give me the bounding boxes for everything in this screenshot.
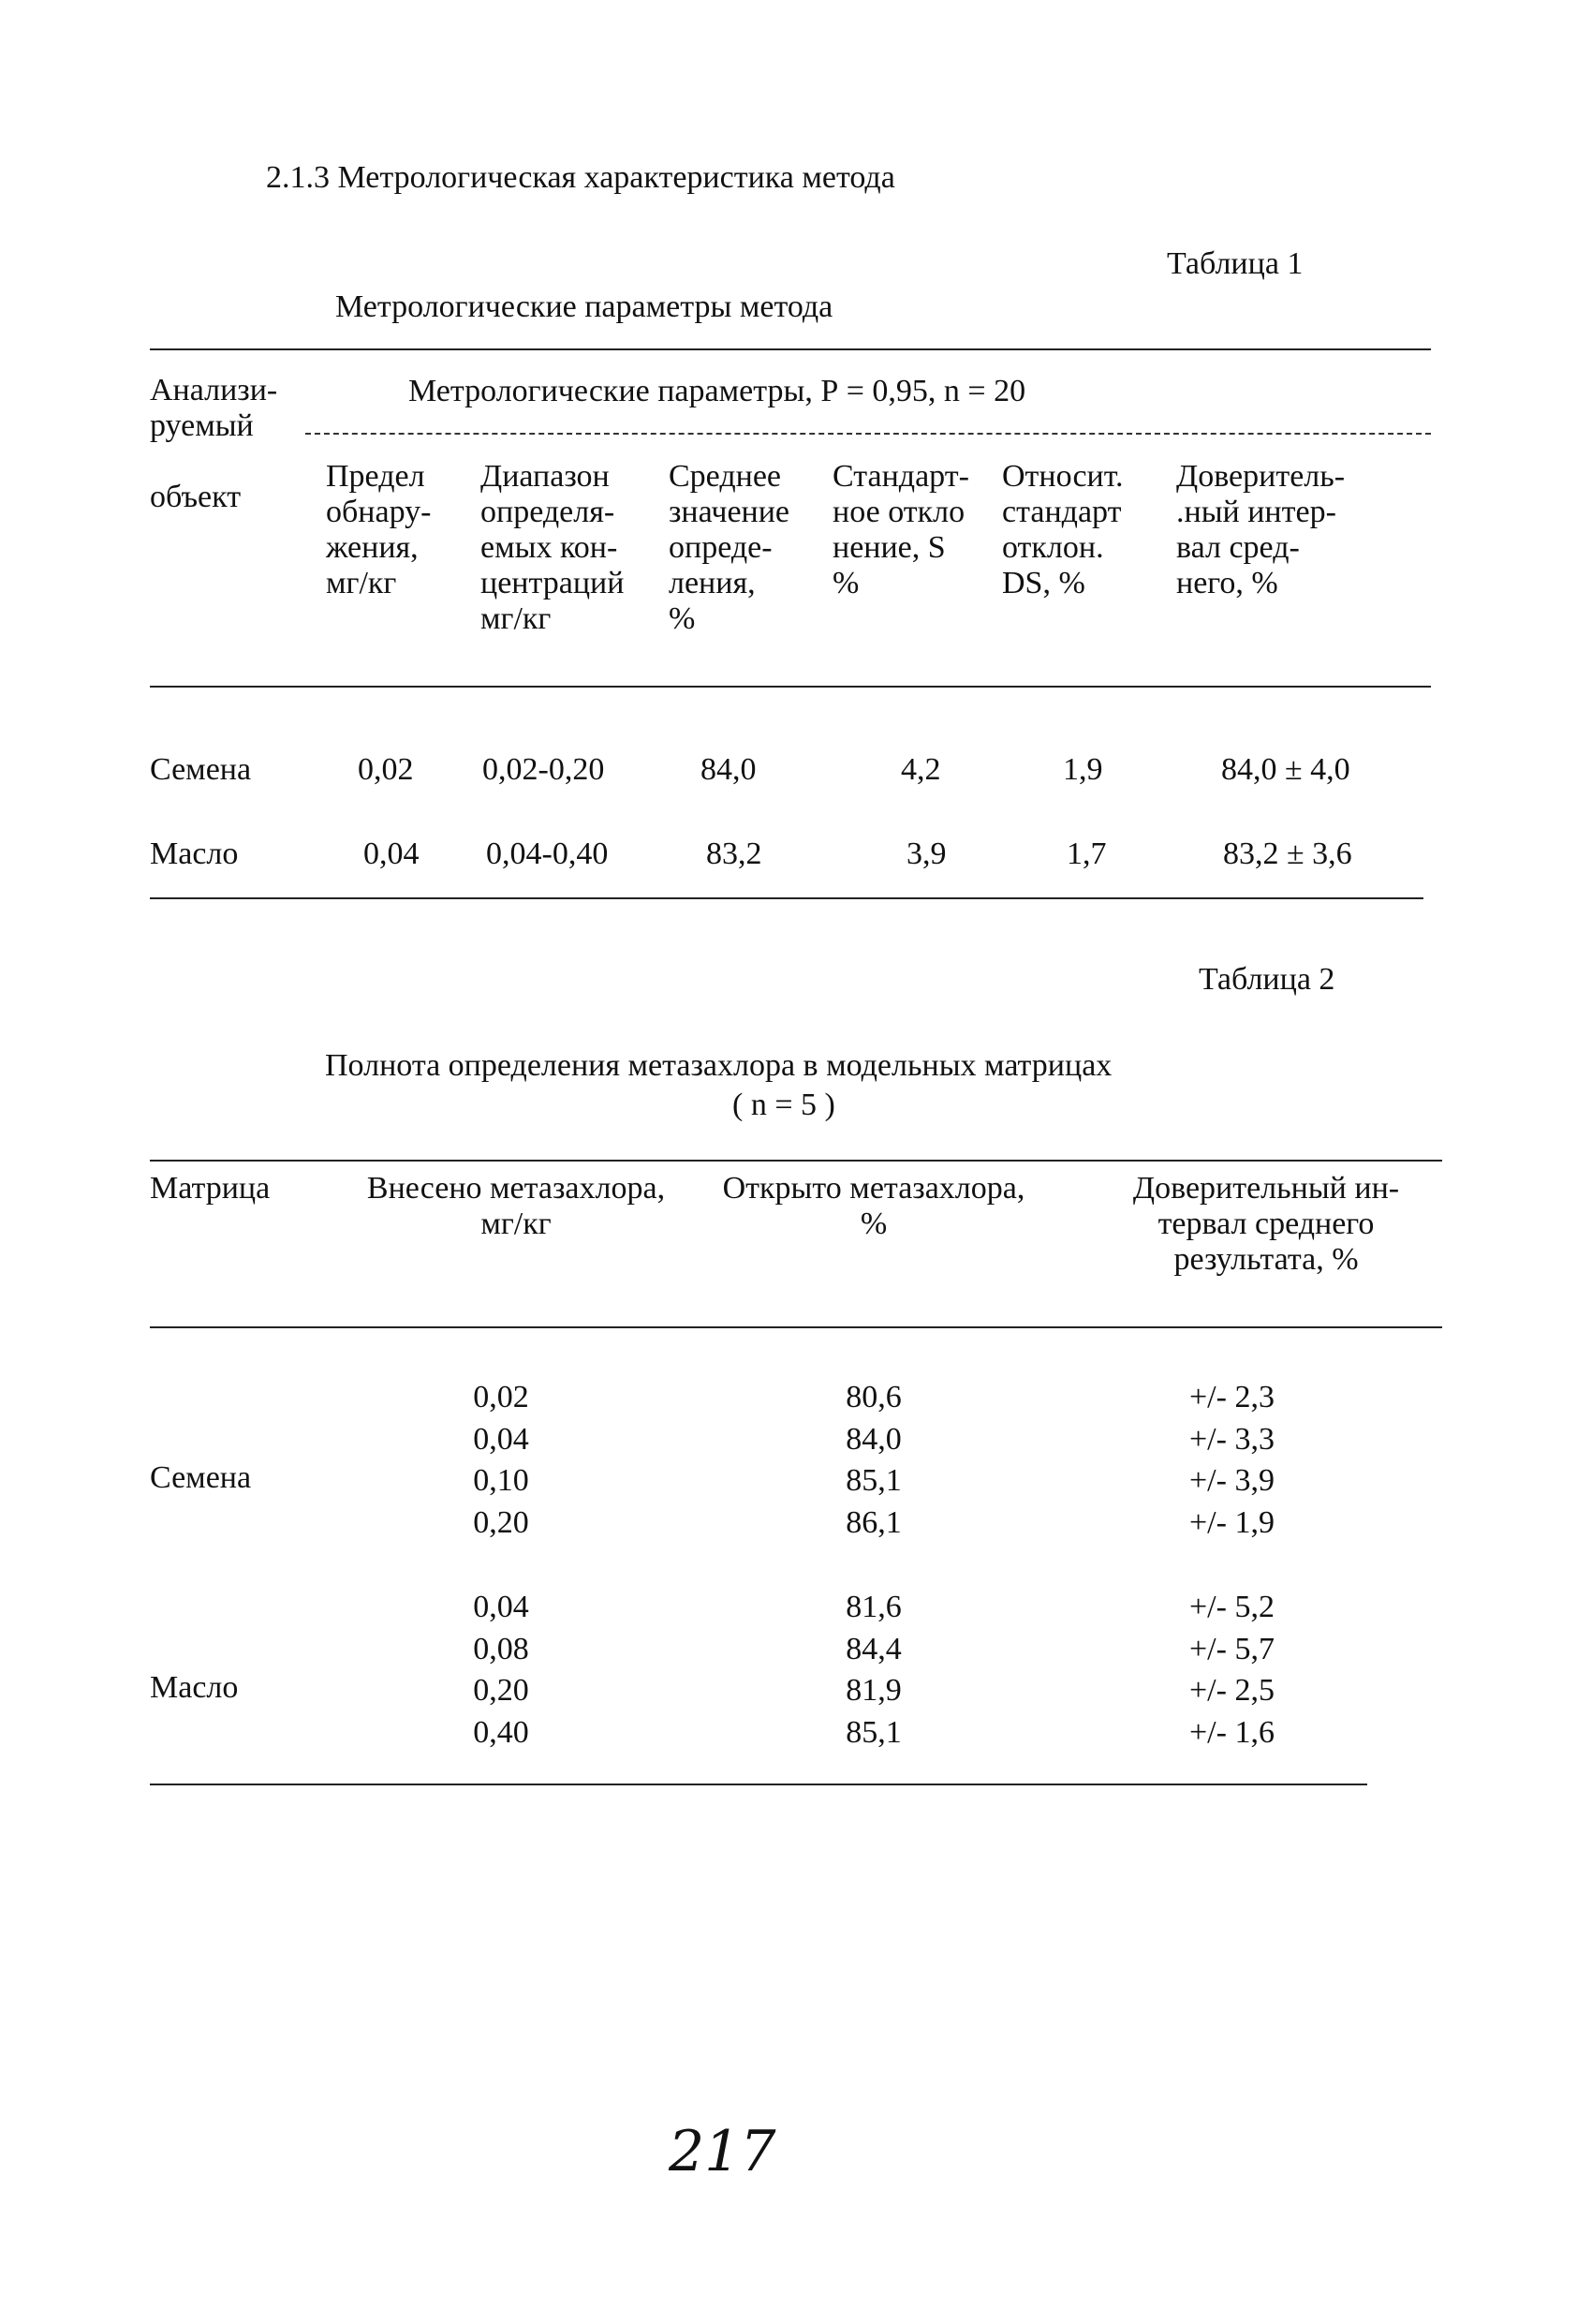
table2-col-added-header: Внесено метазахлора, мг/кг (366, 1171, 666, 1241)
table2-group1-matrix: Семена (150, 1460, 252, 1495)
table2-group2-found: 81,6 84,4 81,9 85,1 (846, 1590, 902, 1750)
table1-col-sd-header: Стандарт- ное откло нение, S % (833, 459, 969, 600)
table2-group1-added: 0,02 0,04 0,10 0,20 (473, 1380, 529, 1540)
section-heading: 2.1.3 Метрологическая характеристика метода (266, 160, 895, 195)
table2-group2-ci: +/- 5,2 +/- 5,7 +/- 2,5 +/- 1,6 (1189, 1590, 1275, 1750)
table1-row1-mean: 84,0 (700, 752, 757, 787)
table1-row2-range: 0,04-0,40 (486, 836, 609, 871)
table2-label: Таблица 2 (1199, 962, 1335, 997)
table1-col-object-header: Анализи- руемый объект (150, 373, 278, 514)
table1-group-header: Метрологические параметры, Р = 0,95, n = 20 (408, 374, 1026, 408)
table2-col-matrix-header: Матрица (150, 1171, 271, 1206)
table1-row1-range: 0,02-0,20 (482, 752, 605, 787)
table1-col-rsd-header: Относит. стандарт отклон. DS, % (1002, 459, 1124, 600)
table2-group2-added: 0,04 0,08 0,20 0,40 (473, 1590, 529, 1750)
table1-col-mean-header: Среднее значение опреде- ления, % (669, 459, 790, 636)
table1-row2-rsd: 1,7 (1067, 836, 1107, 871)
table1-header-rule (150, 686, 1431, 688)
table1-title: Метрологические параметры метода (335, 289, 833, 324)
page-number: 217 (669, 2119, 776, 2184)
table2-subtitle: ( n = 5 ) (732, 1088, 835, 1122)
table1-row2-limit: 0,04 (363, 836, 420, 871)
table2-group1-found: 80,6 84,0 85,1 86,1 (846, 1380, 902, 1540)
table1-row2-ci: 83,2 ± 3,6 (1223, 836, 1352, 871)
table2-col-ci-header: Доверительный ин- тервал среднего результата, % (1132, 1171, 1400, 1277)
table1-col-limit-header: Предел обнару- жения, мг/кг (326, 459, 432, 600)
table1-col-range-header: Диапазон определя- емых кон- центраций мг/кг (480, 459, 625, 636)
table1-row1-ci: 84,0 ± 4,0 (1221, 752, 1350, 787)
table1-row1-sd: 4,2 (901, 752, 941, 787)
table1-row2-object: Масло (150, 836, 239, 871)
table2-header-rule (150, 1326, 1442, 1328)
table1-col-ci-header: Доверитель- .ный интер- вал сред- него, % (1176, 459, 1346, 600)
table2-top-rule (150, 1160, 1442, 1162)
table2-group1-ci: +/- 2,3 +/- 3,3 +/- 3,9 +/- 1,9 (1189, 1380, 1275, 1540)
table1-bottom-rule (150, 897, 1423, 899)
table2-bottom-rule (150, 1784, 1367, 1785)
table1-row2-sd: 3,9 (907, 836, 947, 871)
table1-label: Таблица 1 (1167, 246, 1304, 281)
table1-top-rule (150, 348, 1431, 350)
table1-group-rule (305, 433, 1431, 435)
table1-row1-rsd: 1,9 (1063, 752, 1103, 787)
table1-row2-mean: 83,2 (706, 836, 762, 871)
table1-row1-object: Семена (150, 752, 252, 787)
table2-group2-matrix: Масло (150, 1670, 239, 1705)
table2-col-found-header: Открыто метазахлора, % (722, 1171, 1025, 1241)
table2-title: Полнота определения метазахлора в модельных матрицах (325, 1048, 1113, 1083)
table1-row1-limit: 0,02 (358, 752, 414, 787)
